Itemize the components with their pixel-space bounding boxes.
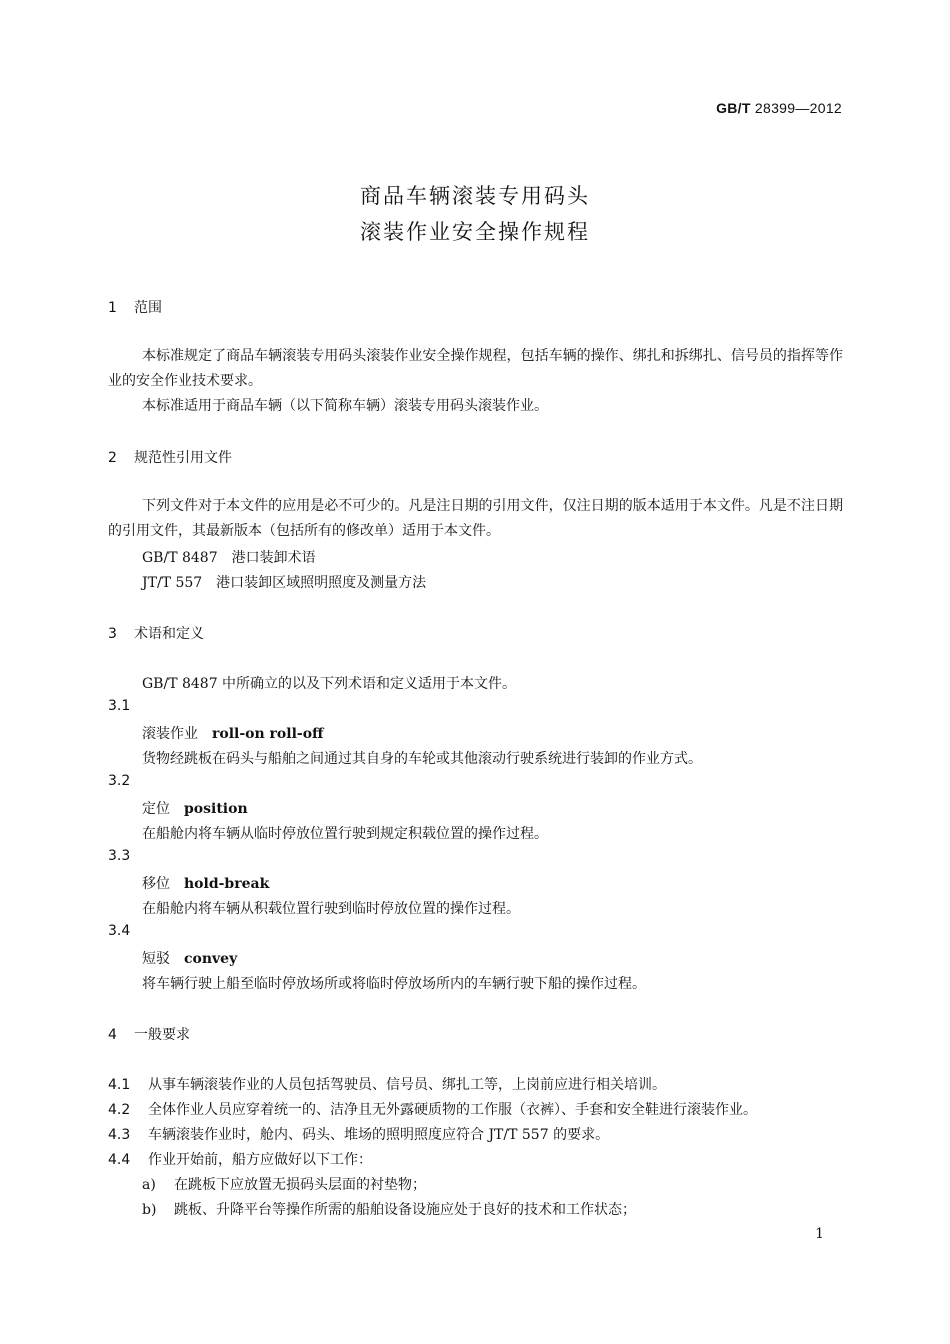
term-heading: 移位 hold-break — [142, 876, 270, 892]
clause-item: 4.2 全体作业人员应穿着统一的、洁净且无外露硬质物的工作服（衣裤）、手套和安全鞋进行滚装作业。 — [108, 1102, 757, 1118]
term-number: 3.3 — [108, 848, 131, 864]
sub-clause-item: b) 跳板、升降平台等操作所需的船舶设备设施应处于良好的技术和工作状态； — [142, 1202, 636, 1218]
section-heading: 3 术语和定义 — [108, 626, 204, 642]
document-title-line1: 商品车辆滚装专用码头 — [360, 184, 590, 208]
term-definition: 在船舱内将车辆从临时停放位置行驶到规定积载位置的操作过程。 — [142, 826, 548, 842]
clause-item: 4.1 从事车辆滚装作业的人员包括驾驶员、信号员、绑扎工等，上岗前应进行相关培训。 — [108, 1077, 666, 1093]
term-definition: 在船舱内将车辆从积载位置行驶到临时停放位置的操作过程。 — [142, 901, 520, 917]
term-heading: 短驳 convey — [142, 951, 238, 967]
paragraph: 下列文件对于本文件的应用是必不可少的。凡是注日期的引用文件，仅注日期的版本适用于本文件。凡是不注日期的引用文件，其最新版本（包括所有的修改单）适用于本文件。 — [108, 498, 843, 539]
term-heading: 定位 position — [142, 801, 248, 817]
paragraph: 本标准适用于商品车辆（以下简称车辆）滚装专用码头滚装作业。 — [142, 398, 548, 414]
clause-item: 4.4 作业开始前，船方应做好以下工作： — [108, 1152, 372, 1168]
sub-clause-item: a) 在跳板下应放置无损码头层面的衬垫物； — [142, 1177, 426, 1193]
paragraph: 本标准规定了商品车辆滚装专用码头滚装作业安全操作规程，包括车辆的操作、绑扎和拆绑扎、信号员的指挥等作业的安全作业技术要求。 — [108, 348, 843, 389]
term-number: 3.1 — [108, 698, 131, 714]
term-definition: 货物经跳板在码头与船舶之间通过其自身的车轮或其他滚动行驶系统进行装卸的作业方式。 — [142, 751, 702, 767]
normative-reference: GB/T 8487 港口装卸术语 — [142, 550, 316, 566]
term-number: 3.4 — [108, 923, 131, 939]
term-definition: 将车辆行驶上船至临时停放场所或将临时停放场所内的车辆行驶下船的操作过程。 — [142, 976, 646, 992]
term-heading: 滚装作业 roll-on roll-off — [142, 726, 324, 742]
normative-reference: JT/T 557 港口装卸区域照明照度及测量方法 — [142, 575, 427, 591]
clause-item: 4.3 车辆滚装作业时，舱内、码头、堆场的照明照度应符合 JT/T 557 的要求。 — [108, 1127, 610, 1143]
section-heading: 4 一般要求 — [108, 1027, 190, 1043]
section-heading: 2 规范性引用文件 — [108, 450, 232, 466]
section-heading: 1 范围 — [108, 300, 162, 316]
paragraph: GB/T 8487 中所确立的以及下列术语和定义适用于本文件。 — [142, 676, 517, 692]
standard-code: GB/T 28399—2012 — [716, 100, 842, 116]
term-number: 3.2 — [108, 773, 131, 789]
page-number: 1 — [815, 1226, 824, 1242]
document-title-line2: 滚装作业安全操作规程 — [360, 220, 590, 244]
